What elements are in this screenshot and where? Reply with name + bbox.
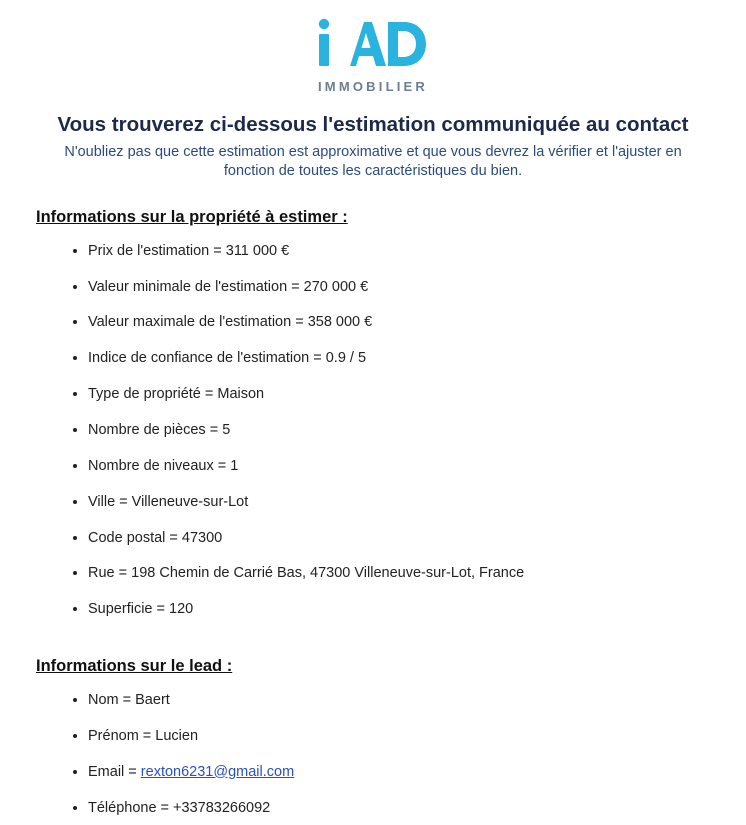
list-item: • Ville = Villeneuve-sur-Lot [88, 484, 746, 520]
list-item: • Nom = Baert [88, 682, 746, 718]
email-link[interactable]: rexton6231@gmail.com [140, 763, 295, 780]
email-label: Email = [88, 763, 141, 780]
list-item: • Code postal = 47300 [88, 520, 746, 556]
list-item: • Prix de l'estimation = 311 000 € [88, 233, 746, 269]
list-item: • Valeur minimale de l'estimation = 270 000 € [88, 269, 746, 305]
page-title: Vous trouverez ci-dessous l'estimation communiquée au contact [57, 113, 689, 136]
iad-logo-icon [314, 14, 432, 77]
property-info-list [36, 233, 746, 627]
list-item: • Nombre de niveaux = 1 [88, 448, 746, 484]
list-item: • Indice de confiance de l'estimation = 0.9 / 5 [88, 340, 746, 376]
list-item: • Valeur maximale de l'estimation = 358 000 € [88, 304, 746, 340]
page-subtitle: N'oubliez pas que cette estimation est approximative et que vous devrez la vérifier et l'ajuster en fonction de toutes les caractéristiques du bien. [64, 143, 682, 180]
list-item-phone: • Téléphone = +33783266092 [88, 790, 746, 825]
list-item: • Nombre de pièces = 5 [88, 412, 746, 448]
list-item: • Prénom = Lucien [88, 718, 746, 754]
list-item: • Superficie = 120 [88, 591, 746, 627]
list-item: • Type de propriété = Maison [88, 376, 746, 412]
section-heading-lead: Informations sur le lead : [36, 657, 233, 676]
section-heading-property: Informations sur la propriété à estimer : [36, 207, 348, 226]
brand-logo [0, 0, 746, 94]
lead-info-list [36, 682, 746, 825]
list-item: • Rue = 198 Chemin de Carrié Bas, 47300 Villeneuve-sur-Lot, France [88, 555, 746, 591]
list-item-email [88, 754, 746, 790]
logo-subtitle: IMMOBILIER [318, 79, 428, 94]
section-property-info [0, 208, 746, 627]
